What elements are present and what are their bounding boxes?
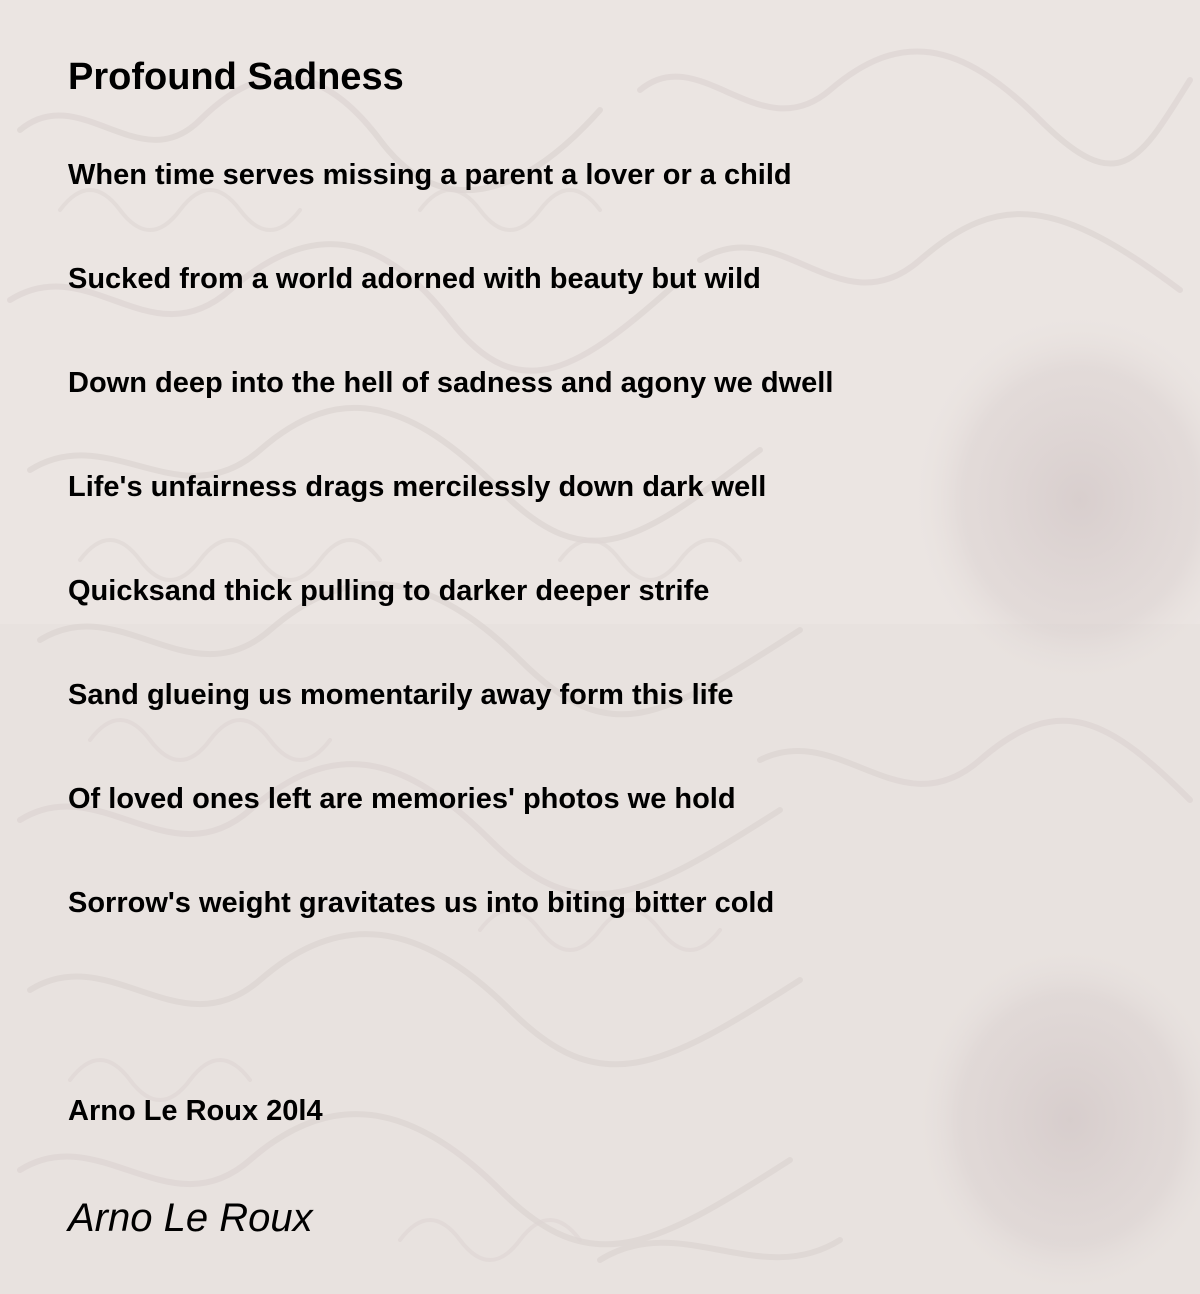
author-signature: Arno Le Roux — [68, 1196, 313, 1240]
poem-title: Profound Sadness — [68, 56, 404, 98]
poem-line: Quicksand thick pulling to darker deeper strife — [68, 575, 710, 607]
poem-line: Sorrow's weight gravitates us into biting bitter cold — [68, 887, 775, 919]
poem-line: When time serves missing a parent a lover or a child — [68, 159, 792, 191]
poem-line: Life's unfairness drags mercilessly down dark well — [68, 471, 767, 503]
poem-credit: Arno Le Roux 20l4 — [68, 1095, 323, 1127]
poem-line: Down deep into the hell of sadness and agony we dwell — [68, 367, 834, 399]
poem-line: Of loved ones left are memories' photos we hold — [68, 783, 736, 815]
poem-line: Sand glueing us momentarily away form this life — [68, 679, 734, 711]
poem-line: Sucked from a world adorned with beauty but wild — [68, 263, 761, 295]
